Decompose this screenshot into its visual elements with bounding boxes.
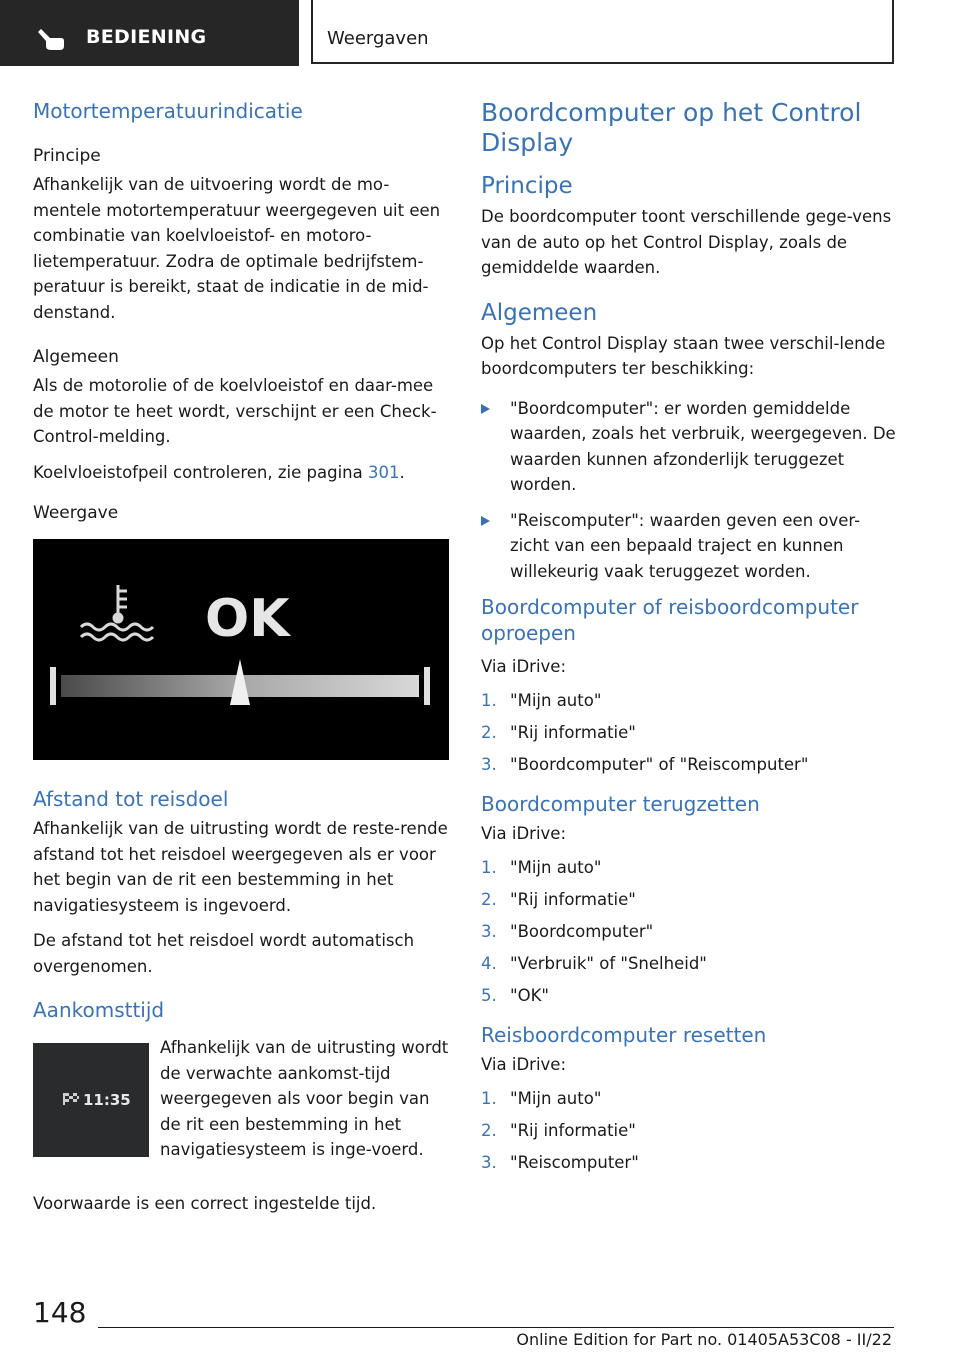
algemeen-heading: Algemeen bbox=[481, 299, 598, 326]
open-computer-heading: Boordcomputer of reisboordcomputer oproepen bbox=[481, 595, 859, 645]
step-number: 2. bbox=[481, 722, 497, 742]
arrival-time-graphic bbox=[33, 1043, 149, 1157]
list-item bbox=[481, 752, 897, 778]
step-number: 3. bbox=[481, 754, 497, 774]
step-number: 4. bbox=[481, 953, 497, 973]
reset-trip-steps-list bbox=[481, 1086, 897, 1176]
step-text: "Mijn auto" bbox=[510, 1088, 602, 1108]
algemeen-subheading: Algemeen bbox=[33, 347, 119, 367]
idrive-label: Via iDrive: bbox=[481, 1055, 566, 1074]
computer-types-list bbox=[481, 396, 897, 585]
step-number: 2. bbox=[481, 1120, 497, 1140]
footer-divider bbox=[98, 1327, 894, 1328]
step-number: 1. bbox=[481, 857, 497, 877]
condition-paragraph: Voorwaarde is een correct ingestelde tijd. bbox=[33, 1194, 377, 1213]
arrival-time-value: 11:35 bbox=[83, 1091, 131, 1109]
right-column bbox=[481, 98, 897, 1182]
motor-temp-heading: Motortemperatuurindicatie bbox=[33, 99, 303, 123]
step-text: "Boordcomputer" of "Reiscomputer" bbox=[510, 754, 809, 774]
step-text: "Mijn auto" bbox=[510, 690, 602, 710]
principe-text: De boordcomputer toont verschillende gege-vens van de auto op het Control Display, zoals de gemiddelde waarden. bbox=[481, 207, 892, 277]
principe-paragraph: Afhankelijk van de uitvoering wordt de mo-mentele motortemperatuur weergegeven uit een combinatie van koelvloeistof- en motoro-lietemperatuur. Zodra de optimale bedrijfstem-peratuur is bereikt, staat de indicatie in de mid-denstand. bbox=[33, 175, 441, 322]
idrive-label: Via iDrive: bbox=[481, 824, 566, 843]
triangle-bullet-icon bbox=[481, 404, 490, 414]
reset-steps-list bbox=[481, 855, 897, 1009]
temperature-display-image bbox=[33, 539, 449, 760]
open-steps-list bbox=[481, 688, 897, 778]
bullet-text: "Reiscomputer": waarden geven een over-zicht van een bepaald traject en kunnen willekeurig vaak teruggezet worden. bbox=[510, 510, 861, 581]
step-text: "Rij informatie" bbox=[510, 889, 636, 909]
principe-heading: Principe bbox=[481, 173, 573, 199]
arrival-paragraph: Afhankelijk van de uitrusting wordt de verwachte aankomst-tijd weergegeven als voor begin van de rit een bestemming in het navigatiesysteem is inge-voerd. bbox=[160, 1038, 449, 1159]
list-item bbox=[481, 1150, 897, 1176]
page-number: 148 bbox=[33, 1296, 87, 1329]
display-status-text: OK bbox=[205, 589, 290, 649]
distance-heading: Afstand tot reisdoel bbox=[33, 787, 229, 811]
list-item bbox=[481, 919, 897, 945]
arrival-time-display-image bbox=[33, 1043, 149, 1157]
list-item bbox=[481, 855, 897, 881]
page-title: Weergaven bbox=[327, 28, 429, 49]
destination-flag-icon bbox=[63, 1093, 79, 1105]
step-number: 1. bbox=[481, 1088, 497, 1108]
gauge-left-mark bbox=[50, 667, 56, 705]
section-label: BEDIENING bbox=[86, 26, 207, 48]
step-text: "Mijn auto" bbox=[510, 857, 602, 877]
coolant-reference bbox=[33, 460, 449, 486]
step-number: 3. bbox=[481, 921, 497, 941]
triangle-bullet-icon bbox=[481, 516, 490, 526]
reset-trip-heading: Reisboordcomputer resetten bbox=[481, 1023, 767, 1047]
temperature-gauge-graphic bbox=[33, 539, 449, 760]
list-item bbox=[481, 887, 897, 913]
list-item bbox=[481, 1118, 897, 1144]
step-text: "OK" bbox=[510, 985, 549, 1005]
edition-note: Online Edition for Part no. 01405A53C08 - II/22 bbox=[516, 1330, 892, 1349]
distance-paragraph-2: De afstand tot het reisdoel wordt automatisch overgenomen. bbox=[33, 931, 415, 976]
weergave-subheading: Weergave bbox=[33, 503, 119, 523]
list-item bbox=[481, 720, 897, 746]
step-number: 5. bbox=[481, 985, 497, 1005]
step-text: "Reiscomputer" bbox=[510, 1152, 639, 1172]
algemeen-text: Op het Control Display staan twee verschil-lende boordcomputers ter beschikking: bbox=[481, 333, 886, 378]
distance-paragraph-1: Afhankelijk van de uitrusting wordt de reste-rende afstand tot het reisdoel weergegeven als er voor het begin van de rit een bestemming in het navigatiesysteem is ingevoerd. bbox=[33, 819, 448, 915]
coolant-temperature-icon bbox=[81, 585, 153, 640]
list-item bbox=[481, 688, 897, 714]
gauge-right-mark bbox=[424, 667, 430, 705]
reset-computer-heading: Boordcomputer terugzetten bbox=[481, 792, 760, 816]
arrival-heading: Aankomsttijd bbox=[33, 998, 165, 1022]
idrive-label: Via iDrive: bbox=[481, 657, 566, 676]
page-header bbox=[0, 0, 960, 66]
section-tab bbox=[0, 0, 299, 66]
step-number: 2. bbox=[481, 889, 497, 909]
page-link[interactable]: 301 bbox=[367, 462, 400, 482]
step-number: 3. bbox=[481, 1152, 497, 1172]
hand-pointer-icon bbox=[36, 26, 66, 52]
step-text: "Boordcomputer" bbox=[510, 921, 654, 941]
step-number: 1. bbox=[481, 690, 497, 710]
principe-subheading: Principe bbox=[33, 146, 101, 166]
step-text: "Rij informatie" bbox=[510, 722, 636, 742]
list-item bbox=[481, 983, 897, 1009]
list-item bbox=[481, 396, 897, 498]
left-column bbox=[33, 98, 449, 1217]
list-item bbox=[481, 1086, 897, 1112]
step-text: "Rij informatie" bbox=[510, 1120, 636, 1140]
reference-end: . bbox=[399, 462, 405, 482]
board-computer-title: Boordcomputer op het Control Display bbox=[481, 98, 862, 157]
list-item bbox=[481, 951, 897, 977]
algemeen-paragraph: Als de motorolie of de koelvloeistof en daar-mee de motor te heet wordt, verschijnt er een Check-Control-melding. bbox=[33, 376, 437, 446]
step-text: "Verbruik" of "Snelheid" bbox=[510, 953, 707, 973]
arrival-block bbox=[33, 1035, 449, 1185]
reference-text: Koelvloeistofpeil controleren, zie pagina bbox=[33, 462, 368, 482]
list-item bbox=[481, 508, 897, 585]
bullet-text: "Boordcomputer": er worden gemiddelde waarden, zoals het verbruik, weergegeven. De waarden kunnen afzonderlijk teruggezet worden. bbox=[510, 398, 896, 494]
